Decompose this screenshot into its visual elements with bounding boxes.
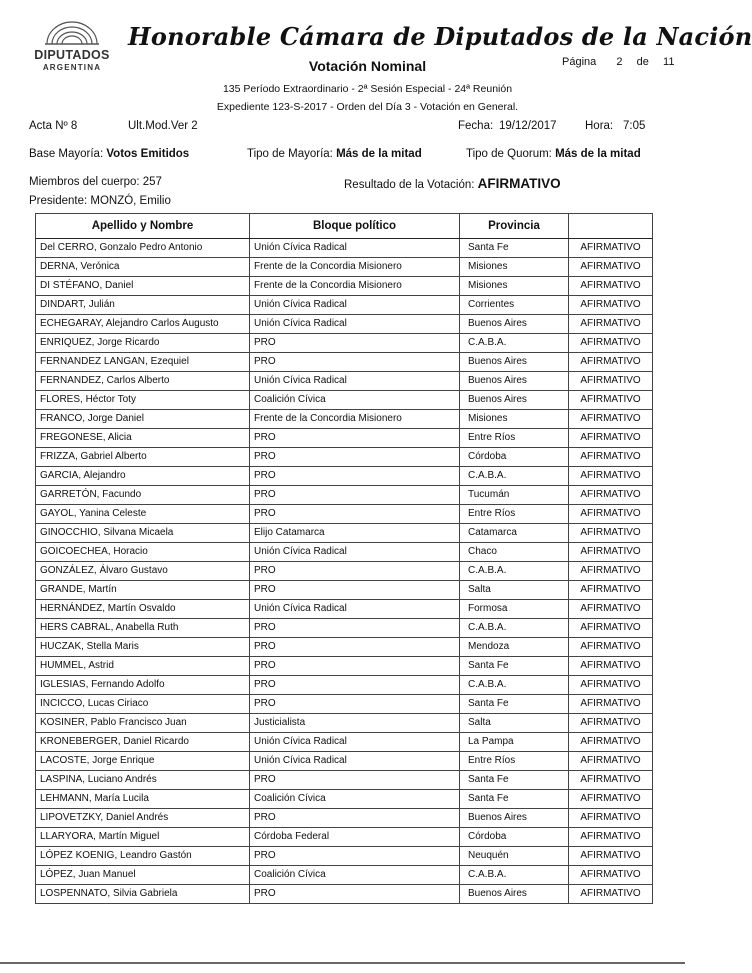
- cell-voto: AFIRMATIVO: [569, 448, 653, 467]
- cell-provincia: Formosa: [460, 600, 569, 619]
- cell-provincia: Corrientes: [460, 296, 569, 315]
- tipo-mayoria-label: Tipo de Mayoría:: [247, 148, 333, 160]
- cell-voto: AFIRMATIVO: [569, 714, 653, 733]
- cell-provincia: Neuquén: [460, 847, 569, 866]
- cell-voto: AFIRMATIVO: [569, 429, 653, 448]
- table-row: [36, 524, 653, 543]
- tipo-quorum: [466, 148, 641, 160]
- version-label: Ult.Mod.Ver 2: [128, 120, 198, 132]
- cell-provincia: Córdoba: [460, 448, 569, 467]
- cell-provincia: C.A.B.A.: [460, 866, 569, 885]
- cell-apellido-nombre: KOSINER, Pablo Francisco Juan: [36, 714, 250, 733]
- cell-voto: AFIRMATIVO: [569, 239, 653, 258]
- table-row: [36, 657, 653, 676]
- session-line: 135 Período Extraordinario - 2ª Sesión Especial - 24ª Reunión: [222, 83, 513, 95]
- cell-apellido-nombre: DINDART, Julián: [36, 296, 250, 315]
- hora-value: 7:05: [623, 120, 646, 132]
- cell-bloque: Unión Cívica Radical: [250, 296, 460, 315]
- table-row: [36, 372, 653, 391]
- cell-provincia: Buenos Aires: [460, 885, 569, 904]
- cell-apellido-nombre: GONZÁLEZ, Álvaro Gustavo: [36, 562, 250, 581]
- cell-voto: AFIRMATIVO: [569, 505, 653, 524]
- cell-apellido-nombre: GARCIA, Alejandro: [36, 467, 250, 486]
- page-of-label: de: [636, 56, 649, 68]
- cell-voto: AFIRMATIVO: [569, 372, 653, 391]
- cell-apellido-nombre: FERNANDEZ, Carlos Alberto: [36, 372, 250, 391]
- cell-bloque: Justicialista: [250, 714, 460, 733]
- base-mayoria-label: Base Mayoría:: [29, 148, 104, 160]
- document-title: Votación Nominal: [308, 58, 427, 74]
- cell-voto: AFIRMATIVO: [569, 790, 653, 809]
- table-row: [36, 638, 653, 657]
- cell-bloque: Frente de la Concordia Misionero: [250, 410, 460, 429]
- page-total: 11: [663, 56, 675, 68]
- table-row: [36, 334, 653, 353]
- cell-provincia: C.A.B.A.: [460, 334, 569, 353]
- miembros-cuerpo: Miembros del cuerpo: 257: [29, 176, 162, 188]
- cell-apellido-nombre: LASPINA, Luciano Andrés: [36, 771, 250, 790]
- cell-voto: AFIRMATIVO: [569, 334, 653, 353]
- cell-provincia: Santa Fe: [460, 771, 569, 790]
- cell-apellido-nombre: HUCZAK, Stella Maris: [36, 638, 250, 657]
- cell-voto: AFIRMATIVO: [569, 296, 653, 315]
- cell-provincia: Salta: [460, 581, 569, 600]
- table-row: [36, 296, 653, 315]
- cell-bloque: Unión Cívica Radical: [250, 600, 460, 619]
- institution-title: Honorable Cámara de Diputados de la Nación: [128, 22, 752, 51]
- cell-bloque: PRO: [250, 505, 460, 524]
- table-row: [36, 315, 653, 334]
- table-body: [36, 239, 653, 904]
- cell-voto: AFIRMATIVO: [569, 676, 653, 695]
- cell-provincia: Buenos Aires: [460, 809, 569, 828]
- cell-apellido-nombre: LACOSTE, Jorge Enrique: [36, 752, 250, 771]
- cell-voto: AFIRMATIVO: [569, 752, 653, 771]
- cell-voto: AFIRMATIVO: [569, 733, 653, 752]
- cell-voto: AFIRMATIVO: [569, 543, 653, 562]
- tipo-mayoria-value: Más de la mitad: [336, 148, 422, 160]
- table-header-row: [36, 214, 653, 239]
- cell-apellido-nombre: HUMMEL, Astrid: [36, 657, 250, 676]
- cell-bloque: PRO: [250, 847, 460, 866]
- cell-voto: AFIRMATIVO: [569, 277, 653, 296]
- table-row: [36, 600, 653, 619]
- cell-provincia: Córdoba: [460, 828, 569, 847]
- logo-line2: ARGENTINA: [42, 63, 102, 72]
- base-mayoria: [29, 148, 189, 160]
- table-row: [36, 258, 653, 277]
- header-provincia: Provincia: [460, 214, 569, 239]
- table-row: [36, 448, 653, 467]
- tipo-mayoria: [247, 148, 422, 160]
- page-indicator: [562, 56, 674, 68]
- cell-bloque: PRO: [250, 429, 460, 448]
- cell-provincia: Santa Fe: [460, 695, 569, 714]
- cell-provincia: C.A.B.A.: [460, 562, 569, 581]
- cell-voto: AFIRMATIVO: [569, 581, 653, 600]
- table-row: [36, 847, 653, 866]
- cell-bloque: PRO: [250, 771, 460, 790]
- cell-provincia: Entre Ríos: [460, 505, 569, 524]
- cell-apellido-nombre: LEHMANN, María Lucila: [36, 790, 250, 809]
- tipo-quorum-label: Tipo de Quorum:: [466, 148, 552, 160]
- cell-provincia: Salta: [460, 714, 569, 733]
- cell-voto: AFIRMATIVO: [569, 638, 653, 657]
- cell-apellido-nombre: LÓPEZ, Juan Manuel: [36, 866, 250, 885]
- cell-apellido-nombre: FRANCO, Jorge Daniel: [36, 410, 250, 429]
- cell-bloque: Unión Cívica Radical: [250, 315, 460, 334]
- table-row: [36, 695, 653, 714]
- cell-voto: AFIRMATIVO: [569, 847, 653, 866]
- cell-voto: AFIRMATIVO: [569, 657, 653, 676]
- resultado-label: Resultado de la Votación:: [344, 179, 475, 191]
- cell-apellido-nombre: FERNANDEZ LANGAN, Ezequiel: [36, 353, 250, 372]
- table-row: [36, 239, 653, 258]
- resultado-value: AFIRMATIVO: [477, 176, 561, 191]
- cell-apellido-nombre: GOICOECHEA, Horacio: [36, 543, 250, 562]
- cell-bloque: Unión Cívica Radical: [250, 543, 460, 562]
- cell-apellido-nombre: FRIZZA, Gabriel Alberto: [36, 448, 250, 467]
- table-row: [36, 885, 653, 904]
- cell-bloque: PRO: [250, 695, 460, 714]
- cell-apellido-nombre: INCICCO, Lucas Ciriaco: [36, 695, 250, 714]
- cell-bloque: PRO: [250, 619, 460, 638]
- cell-bloque: PRO: [250, 809, 460, 828]
- header-bloque-politico: Bloque político: [250, 214, 460, 239]
- cell-provincia: Mendoza: [460, 638, 569, 657]
- cell-apellido-nombre: FLORES, Héctor Toty: [36, 391, 250, 410]
- cell-bloque: Frente de la Concordia Misionero: [250, 277, 460, 296]
- cell-apellido-nombre: LÓPEZ KOENIG, Leandro Gastón: [36, 847, 250, 866]
- cell-voto: AFIRMATIVO: [569, 410, 653, 429]
- cell-bloque: Frente de la Concordia Misionero: [250, 258, 460, 277]
- table-row: [36, 828, 653, 847]
- table-row: [36, 467, 653, 486]
- table-row: [36, 353, 653, 372]
- cell-provincia: Entre Ríos: [460, 752, 569, 771]
- cell-provincia: C.A.B.A.: [460, 619, 569, 638]
- fecha-label: Fecha:: [458, 120, 494, 132]
- tipo-quorum-value: Más de la mitad: [555, 148, 641, 160]
- table-row: [36, 809, 653, 828]
- cell-bloque: PRO: [250, 562, 460, 581]
- table-row: [36, 505, 653, 524]
- cell-bloque: Elijo Catamarca: [250, 524, 460, 543]
- cell-apellido-nombre: LLARYORA, Martín Miguel: [36, 828, 250, 847]
- fecha-value: 19/12/2017: [499, 120, 557, 132]
- expediente-line: Expediente 123-S-2017 - Orden del Día 3 - Votación en General.: [216, 101, 519, 113]
- cell-bloque: Unión Cívica Radical: [250, 733, 460, 752]
- cell-provincia: Buenos Aires: [460, 353, 569, 372]
- cell-bloque: PRO: [250, 638, 460, 657]
- cell-apellido-nombre: KRONEBERGER, Daniel Ricardo: [36, 733, 250, 752]
- table-row: [36, 277, 653, 296]
- table-row: [36, 619, 653, 638]
- cell-bloque: PRO: [250, 448, 460, 467]
- congress-dome-icon: [43, 18, 101, 46]
- table-row: [36, 391, 653, 410]
- cell-apellido-nombre: GRANDE, Martín: [36, 581, 250, 600]
- cell-apellido-nombre: ENRIQUEZ, Jorge Ricardo: [36, 334, 250, 353]
- cell-bloque: PRO: [250, 676, 460, 695]
- cell-voto: AFIRMATIVO: [569, 467, 653, 486]
- votes-table: [35, 213, 653, 904]
- cell-voto: AFIRMATIVO: [569, 695, 653, 714]
- cell-provincia: Chaco: [460, 543, 569, 562]
- cell-voto: AFIRMATIVO: [569, 809, 653, 828]
- cell-bloque: PRO: [250, 581, 460, 600]
- logo-line1: DIPUTADOS: [34, 48, 110, 62]
- header-apellido-nombre: Apellido y Nombre: [36, 214, 250, 239]
- cell-provincia: C.A.B.A.: [460, 676, 569, 695]
- cell-apellido-nombre: LIPOVETZKY, Daniel Andrés: [36, 809, 250, 828]
- cell-apellido-nombre: FREGONESE, Alicia: [36, 429, 250, 448]
- cell-provincia: Misiones: [460, 258, 569, 277]
- cell-bloque: Unión Cívica Radical: [250, 752, 460, 771]
- cell-apellido-nombre: IGLESIAS, Fernando Adolfo: [36, 676, 250, 695]
- cell-voto: AFIRMATIVO: [569, 600, 653, 619]
- cell-provincia: Buenos Aires: [460, 315, 569, 334]
- cell-provincia: Tucumán: [460, 486, 569, 505]
- cell-bloque: PRO: [250, 885, 460, 904]
- resultado-votacion: [344, 176, 561, 191]
- table-row: [36, 429, 653, 448]
- cell-apellido-nombre: ECHEGARAY, Alejandro Carlos Augusto: [36, 315, 250, 334]
- cell-apellido-nombre: DI STÉFANO, Daniel: [36, 277, 250, 296]
- cell-voto: AFIRMATIVO: [569, 771, 653, 790]
- presidente: Presidente: MONZÓ, Emilio: [29, 195, 171, 207]
- table-row: [36, 543, 653, 562]
- cell-apellido-nombre: LOSPENNATO, Silvia Gabriela: [36, 885, 250, 904]
- cell-provincia: La Pampa: [460, 733, 569, 752]
- cell-bloque: PRO: [250, 657, 460, 676]
- page-current: 2: [616, 56, 623, 68]
- header-voto: [569, 214, 653, 239]
- cell-apellido-nombre: GINOCCHIO, Silvana Micaela: [36, 524, 250, 543]
- cell-apellido-nombre: DERNA, Verónica: [36, 258, 250, 277]
- table-row: [36, 562, 653, 581]
- cell-voto: AFIRMATIVO: [569, 315, 653, 334]
- cell-bloque: PRO: [250, 353, 460, 372]
- acta-number: Acta Nº 8: [29, 120, 78, 132]
- cell-voto: AFIRMATIVO: [569, 524, 653, 543]
- cell-bloque: Coalición Cívica: [250, 866, 460, 885]
- cell-voto: AFIRMATIVO: [569, 562, 653, 581]
- table-row: [36, 714, 653, 733]
- cell-apellido-nombre: HERNÁNDEZ, Martín Osvaldo: [36, 600, 250, 619]
- cell-provincia: Buenos Aires: [460, 391, 569, 410]
- cell-voto: AFIRMATIVO: [569, 258, 653, 277]
- page-label: Página: [562, 56, 597, 68]
- cell-provincia: Entre Ríos: [460, 429, 569, 448]
- table-row: [36, 581, 653, 600]
- cell-voto: AFIRMATIVO: [569, 619, 653, 638]
- table-row: [36, 676, 653, 695]
- cell-apellido-nombre: GAYOL, Yanina Celeste: [36, 505, 250, 524]
- cell-voto: AFIRMATIVO: [569, 866, 653, 885]
- cell-voto: AFIRMATIVO: [569, 353, 653, 372]
- cell-voto: AFIRMATIVO: [569, 486, 653, 505]
- cell-provincia: Misiones: [460, 277, 569, 296]
- cell-bloque: PRO: [250, 334, 460, 353]
- cell-bloque: Unión Cívica Radical: [250, 372, 460, 391]
- cell-voto: AFIRMATIVO: [569, 828, 653, 847]
- table-row: [36, 486, 653, 505]
- cell-provincia: Misiones: [460, 410, 569, 429]
- hora-label: Hora:: [585, 120, 614, 132]
- table-row: [36, 410, 653, 429]
- cell-apellido-nombre: HERS CABRAL, Anabella Ruth: [36, 619, 250, 638]
- page-bottom-divider: [0, 962, 685, 964]
- table-row: [36, 866, 653, 885]
- base-mayoria-value: Votos Emitidos: [106, 148, 190, 160]
- cell-bloque: PRO: [250, 486, 460, 505]
- cell-bloque: PRO: [250, 467, 460, 486]
- cell-provincia: Santa Fe: [460, 790, 569, 809]
- cell-provincia: C.A.B.A.: [460, 467, 569, 486]
- cell-voto: AFIRMATIVO: [569, 885, 653, 904]
- table-row: [36, 752, 653, 771]
- cell-provincia: Catamarca: [460, 524, 569, 543]
- cell-apellido-nombre: GARRETÓN, Facundo: [36, 486, 250, 505]
- cell-provincia: Santa Fe: [460, 657, 569, 676]
- cell-bloque: Coalición Cívica: [250, 391, 460, 410]
- cell-provincia: Buenos Aires: [460, 372, 569, 391]
- table-row: [36, 733, 653, 752]
- cell-voto: AFIRMATIVO: [569, 391, 653, 410]
- cell-provincia: Santa Fe: [460, 239, 569, 258]
- cell-apellido-nombre: Del CERRO, Gonzalo Pedro Antonio: [36, 239, 250, 258]
- cell-bloque: Córdoba Federal: [250, 828, 460, 847]
- cell-bloque: Coalición Cívica: [250, 790, 460, 809]
- table-row: [36, 790, 653, 809]
- table-row: [36, 771, 653, 790]
- cell-bloque: Unión Cívica Radical: [250, 239, 460, 258]
